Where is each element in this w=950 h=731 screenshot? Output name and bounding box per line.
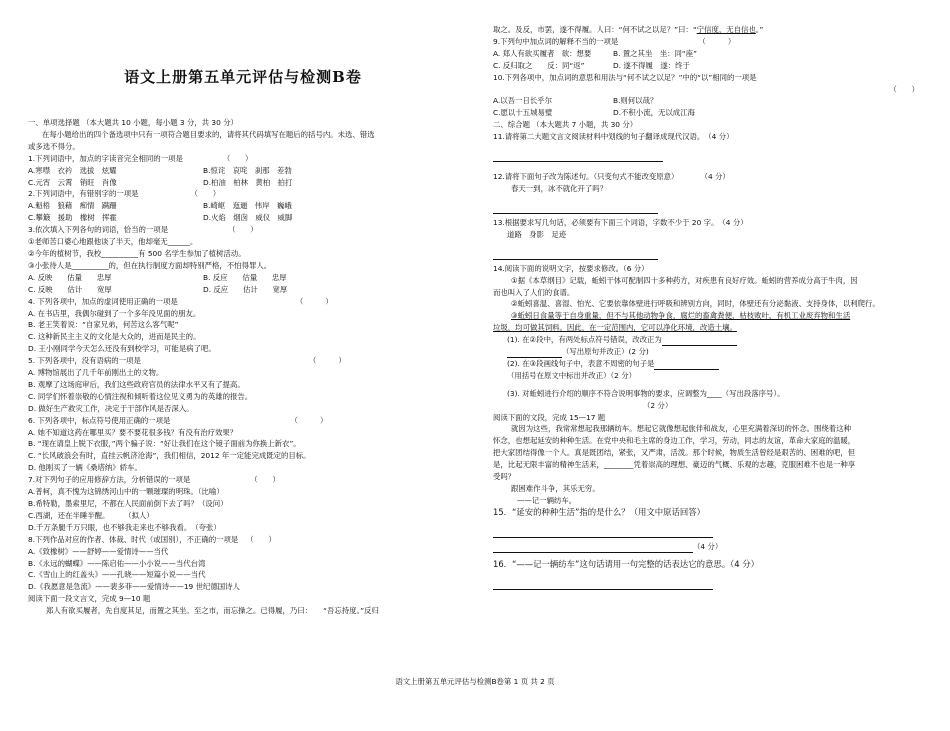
underlined-sentence: 宁信度，无自信也 — [696, 25, 756, 34]
option: A. 在书店里，我偶尔碰到了一个多年没见面的朋友。 — [28, 308, 201, 318]
question-2-options: A.魁梧 狼藉 痴情 蹒跚 B.崎岖 迤逦 伟岸 巍峨 — [28, 201, 292, 211]
option: B. 观摩了这场庭审后，我们这些政府官员的法律水平又有了提高。 — [28, 379, 245, 389]
question-14: 14.阅读下面的说明文字，按要求修改。（6 分） — [493, 263, 649, 273]
section-heading: 二、综合题 （本大题共 7 小题，共 30 分） — [493, 120, 638, 130]
classical-passage: 郑人有欲买履者，先自度其足，而置之其坐。至之市，而忘操之。已得履，乃曰： “吾忘持度。”反归 — [46, 606, 379, 616]
option: A.《致橡树》——舒婷——爱情诗——当代 — [28, 546, 169, 556]
question-14-part-2-note: （用括号在原文中标出并改正）（2 分） — [507, 370, 636, 380]
instruction: 或多选不得分。 — [28, 141, 80, 151]
question-2: 2.下列词语中，有错别字的一项是 （ ） — [28, 189, 221, 199]
question-14-part-2: (2). 在③段画线句子中，表意不周密的句子是 — [493, 358, 929, 370]
option: A. 博物馆展出了几千年前刚出土的文物。 — [28, 368, 164, 378]
passage-paragraph: 把大家团结得像一个人。真是既团结，紧张，又严肃，活泼。那个时候，物质生活曾经是艰苦的、困难的吧，但 — [493, 448, 856, 458]
passage-paragraph: ②蚯蚓喜温、喜湿、怕光、它要依靠体壁进行呼吸和辨别方向，同时，体壁还有分泌黏液、支持身体，以利爬行。 — [511, 299, 880, 309]
score: （2 分） — [643, 400, 673, 410]
question-1: 1.下列词语中，加点的字读音完全相同的一项是 （ ） — [28, 153, 253, 163]
question-12: 12.请将下面句子改为陈述句。（只变句式不能改变原意） （4 分） — [493, 172, 730, 182]
passage-paragraph: ——记一辆纺车。 — [517, 495, 577, 505]
passage-paragraph: 而也叫入了人们的食谱。 — [493, 287, 575, 297]
question-1-options: A.寒噤 衣衿 选拔 炫耀 B.惊诧 哀咤 刹那 差勃 — [28, 165, 292, 175]
question-3: 3.依次填入下列各句的词语，恰当的一项是 （ ） — [28, 225, 258, 235]
question-3-options: A. 反映 估量 忠厚 B. 反应 估量 忠厚 — [28, 272, 287, 282]
passage-paragraph: ③蚯蚓日食量等于自身重量，但不与其他动物争食，腐烂的畜禽粪便，枯枝败叶，有机工业废弃物和生活 — [511, 311, 851, 321]
question-12-sentence: 春天一到，冰不就化开了吗？ — [511, 183, 608, 193]
question-1-options: C.元宵 云霄 销旺 肖像 D.柏油 柏林 黄柏 拍打 — [28, 177, 293, 187]
answer-line[interactable] — [493, 149, 663, 162]
passage-paragraph: 受吗？ — [493, 472, 516, 482]
question-10: 10.下列各项中，加点词的意思和用法与“何不试之以足？”中的“以”相同的一项是 — [493, 72, 757, 82]
question-6: 6. 下列各项中，标点符号使用正确的一项是 （ ） — [28, 415, 328, 425]
question-9-options: C. 反归取之 反：同“返” D. 遂不得履 遂：终于 — [493, 60, 690, 70]
question-14-part-1: (1). 在②段中，有两处标点符号错误，改改正为 — [493, 334, 929, 346]
instruction: 在每小题给出的四个备选项中只有一项符合题目要求的，请将其代码填写在题后的括号内。未选、错选 — [42, 129, 375, 139]
option: D.千万条腿千万只眼，也不够我走来也不够我看。 （夸张） — [28, 522, 221, 532]
section-heading: 一、单项选择题 （本大题共 10 小题，每小题 3 分，共 30 分） — [28, 118, 238, 127]
question-3-sentence: ③小张待人是__________的，但在执行制度方面却特别严格，不怕得罪人。 — [28, 260, 272, 270]
question-14-part-1-note: （写出原句并改正）(2 分) — [493, 346, 929, 358]
reading-instruction: 阅读下面一段文言文，完成 9—10 题 — [28, 594, 151, 604]
passage-paragraph: 跟困难作斗争，其乐无穷。 — [511, 484, 600, 493]
option: C. “长风破浪会有时，直挂云帆济沧海”，我们相信，2012 年一定能完成既定的目标。 — [28, 451, 311, 461]
question-7: 7.对下列句子的应用修辞方法，分析错误的一项是 （ ） — [28, 475, 280, 485]
question-3-sentence: ①老师苦口婆心地跟他谈了半天，他却毫无______。 — [28, 237, 198, 247]
passage-paragraph: 垃圾，均可做其饲料。因此，在一定范围内，它可以净化环境，改造土壤。 — [493, 323, 737, 333]
option: A. 她不知道这药在哪里买？要不要花很多钱？有没有治疗效果？ — [28, 427, 238, 437]
option: C. 这种新民主主义的文化是大众的，进而是民主的。 — [28, 332, 201, 342]
passage-paragraph: 怀念，也想起延安的种种生活。在党中央和毛主席的身边工作，学习，劳动，同志的友谊，革命大家庭的温暖， — [493, 436, 856, 446]
left-column — [28, 24, 458, 617]
right-column — [493, 24, 929, 593]
answer-line[interactable] — [493, 525, 713, 538]
answer-line[interactable] — [493, 247, 658, 260]
option: C.西湖，还在半睡半醒。 （拟人） — [28, 510, 154, 520]
classical-passage-continued: 取之。及反，市罢，遂不得履。人曰：“何不试之以足？”曰：“宁信度，无自信也。” — [493, 25, 764, 34]
page-footer: 语文上册第五单元评估与检测B卷第 1 页 共 2 页 — [395, 677, 555, 686]
question-2-options: C.攀簸 援助 橡树 挥霍 D.火焰 烟囱 威仪 威脚 — [28, 213, 293, 223]
option: B. “现在请皇上脱下衣服，”两个骗子说：“好让我们在这个镜子面前为你换上新衣”。 — [28, 439, 301, 449]
answer-blank[interactable] — [662, 337, 737, 346]
reading-instruction: 阅读下面的文段，完成 15—17 题 — [493, 412, 606, 422]
option: A.普柯，真不愧为这锦绣河山中的一颗璀璨的明珠。（比喻） — [28, 487, 224, 497]
answer-blank[interactable] — [654, 361, 719, 370]
answer-blank[interactable] — [493, 544, 693, 553]
question-3-sentence: ②今年的植树节，我校__________有 500 名学生参加了植树活动。 — [28, 248, 246, 258]
question-15-answer: （4 分） — [493, 541, 929, 553]
answer-blank[interactable] — [507, 349, 562, 358]
option: D. 他刚买了一辆《桑塔纳》轿车。 — [28, 463, 142, 473]
question-8: 8.下列作品对应的作者、体裁、时代（或国别），不正确的一项是 （ ） — [28, 534, 276, 544]
option: D. 王小刚同学今天怎么还没有到校学习，可能是病了吧。 — [28, 344, 216, 354]
option: C. 同学们怀着崇敬的心情注视和倾听着这位见义勇为的英雄的报告。 — [28, 391, 253, 401]
answer-bracket: （ ） — [889, 84, 919, 94]
question-11: 11.请将第二大题文言文阅读材料中划线的句子翻译成现代汉语。 （4 分） — [493, 132, 734, 142]
question-14-part-3: (3). 对蚯蚓进行介绍的顺序不符合说明事物的要求，应调整为____（写出段落序号）。 — [507, 388, 785, 398]
option: B. 老王笑着说：“自家兄弟，何苦这么客气呢” — [28, 320, 179, 330]
question-4: 4. 下列各项中，加点的虚词使用正确的一项是 （ ） — [28, 296, 333, 306]
question-9: 9.下列句中加点词的解释不当的一项是 （ ） — [493, 36, 736, 46]
question-13-words: 道路 身影 足迹 — [507, 229, 567, 239]
answer-line[interactable] — [493, 577, 713, 590]
option: B.希特勒，墨索里尼，不都在人民面前倒下去了吗？（设问） — [28, 499, 228, 508]
question-13: 13.根据要求写几句话，必须要有下面三个词语，字数不少于 20 字。 （4 分） — [493, 217, 748, 227]
page-title: 语文上册第五单元评估与检测B卷 — [124, 68, 362, 86]
passage-paragraph: ①据《本草纲目》记载，蚯蚓干体可配制四十多种药方，对疾患有良好疗效。蚯蚓的营养成分高于牛肉，因 — [511, 275, 858, 285]
option: D.《我愿意是急流》——裴多菲——爱情诗——19 世纪德国诗人 — [28, 582, 240, 592]
passage-paragraph: 是，比起无限丰富的精神生活来，________凭着崇高的理想、豪迈的气概、乐观的志趣，克服困难不也是一种享 — [493, 460, 856, 470]
question-10-options: C.愿以十五城易璧 D.不积小流，无以成江海 — [493, 108, 695, 118]
question-15: 15．“延安的种种生活”指的是什么？（用文中原话回答） — [493, 506, 705, 517]
question-10-options: A.以吾一日长乎尔 B.则何以哉？ — [493, 96, 658, 106]
question-5: 5. 下列各项中，没有语病的一项是 （ ） — [28, 356, 346, 366]
question-16: 16．“——记一辆纺车”这句话请用一句完整的话表达它的意思。（4 分） — [493, 558, 760, 569]
question-9-options: A. 郑人有欲买履者 欲：想要 B. 置之其坐 坐：同“座” — [493, 48, 697, 58]
question-3-options: C. 反映 估计 宽厚 D. 反应 估计 宽厚 — [28, 284, 288, 294]
option: B.《永远的蝴蝶》——陈启佑——小小说——当代台湾 — [28, 558, 206, 568]
option: D. 做好生产救灾工作，决定于干部作风是否深入。 — [28, 403, 194, 413]
option: C.《雪山上的红盖头》——孔晓——短篇小说——当代 — [28, 570, 206, 580]
answer-line[interactable] — [493, 201, 658, 214]
passage-paragraph: 就因为这些，我常常想起我那辆纺车。想起它就像想起旅伴和战友，心里充满着深切的怀念。围绕着这种 — [511, 424, 851, 434]
